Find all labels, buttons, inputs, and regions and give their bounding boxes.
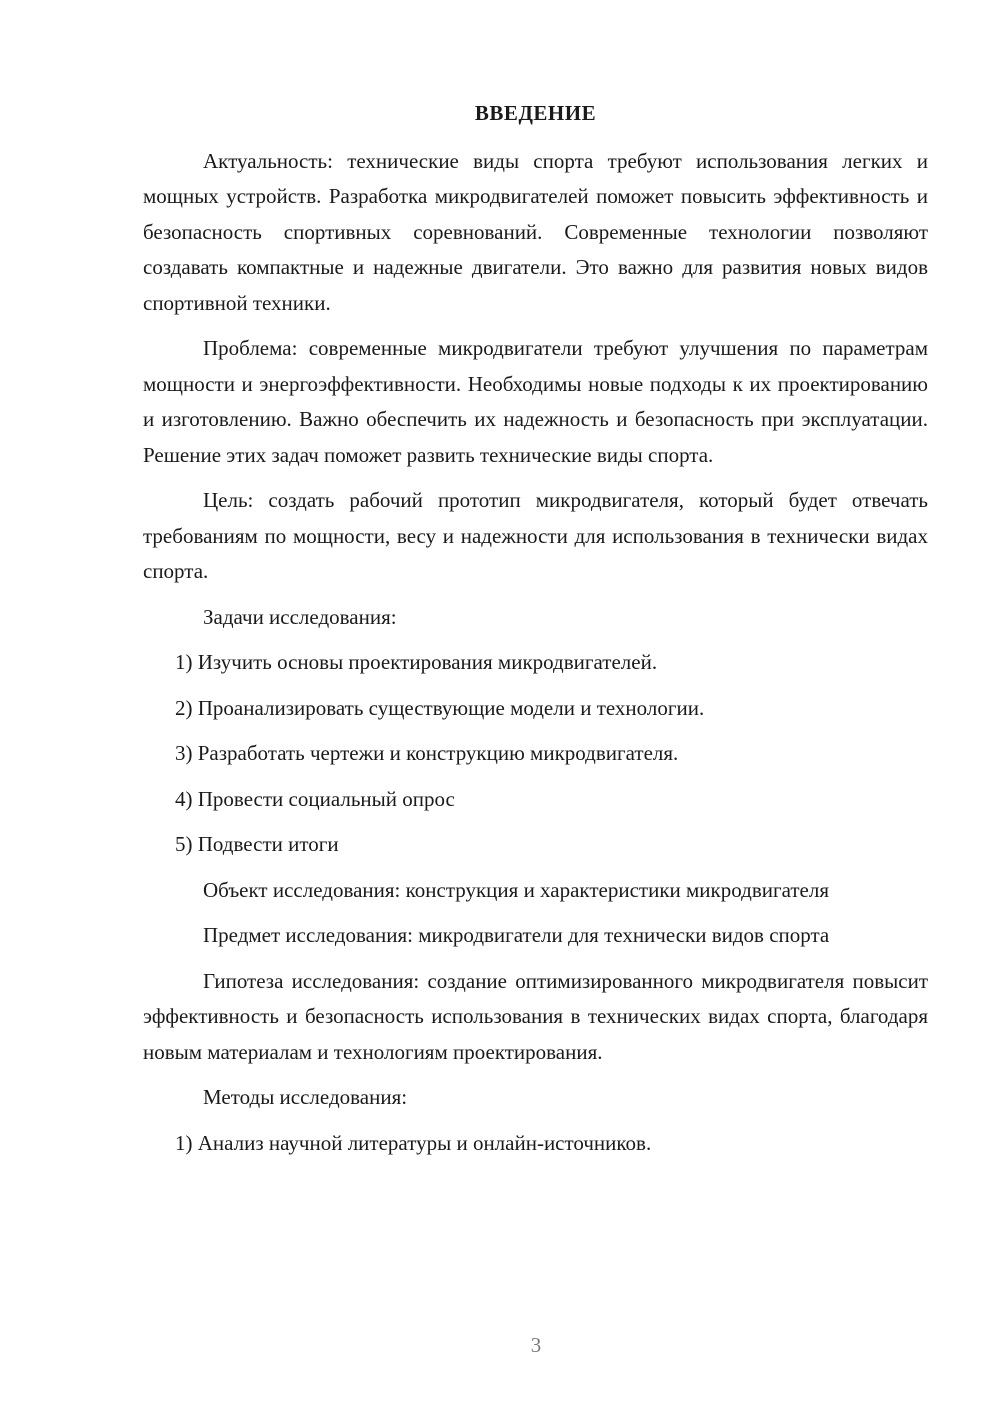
list-item: 2) Проанализировать существующие модели и технологии.	[175, 695, 705, 720]
methods-list	[143, 1126, 928, 1162]
object-paragraph: Объект исследования: конструкция и характеристики микродвигателя	[203, 877, 830, 902]
list-item: 1) Изучить основы проектирования микродвигателей.	[175, 650, 658, 674]
relevance-paragraph: Актуальность: технические виды спорта требуют использования легких и мощных устройств. Разработка микродвигателей поможет повысить эффективность и безопасность спортивных соревнований. Современные технологии позволяют создавать компактные и надежные двигатели. Это важно для развития новых видов спортивной техники.	[143, 148, 928, 315]
problem-paragraph: Проблема: современные микродвигатели требуют улучшения по параметрам мощности и энергоэффективности. Необходимы новые подходы к их проектированию и изготовлению. Важно обеспечить их надежность и безопасность при эксплуатации. Решение этих задач поможет развить технические виды спорта.	[143, 336, 928, 467]
hypothesis-paragraph: Гипотеза исследования: создание оптимизированного микродвигателя повысит эффективность и безопасность использования в технических видах спорта, благодаря новым материалам и технологиям проектирования.	[143, 968, 928, 1064]
section-heading: ВВЕДЕНИЕ	[474, 101, 597, 125]
goal-paragraph: Цель: создать рабочий прототип микродвигателя, который будет отвечать требованиям по мощности, весу и надежности для использования в технически видах спорта.	[143, 488, 928, 583]
methods-title: Методы исследования:	[203, 1085, 408, 1109]
page-content	[143, 96, 928, 1171]
tasks-title: Задачи исследования:	[203, 604, 397, 629]
page-number: 3	[530, 1333, 542, 1357]
list-item: 1) Анализ научной литературы и онлайн-источников.	[175, 1130, 652, 1155]
list-item: 5) Подвести итоги	[175, 832, 339, 856]
subject-paragraph: Предмет исследования: микродвигатели для технически видов спорта	[203, 923, 830, 947]
list-item: 3) Разработать чертежи и конструкцию микродвигателя.	[175, 741, 679, 765]
tasks-list	[143, 645, 928, 863]
list-item: 4) Провести социальный опрос	[175, 786, 455, 811]
